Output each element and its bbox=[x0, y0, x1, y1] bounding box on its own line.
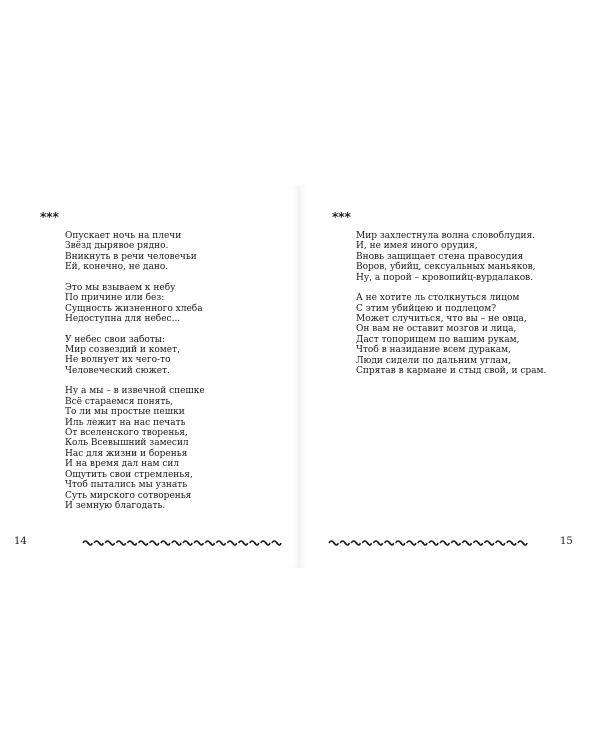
poem-line: У небес свои заботы: bbox=[65, 334, 166, 345]
ornament-dot bbox=[187, 542, 189, 544]
poem-line: Иль лежит на нас печать bbox=[65, 417, 186, 428]
poem-line: Человеческий сюжет. bbox=[65, 365, 170, 376]
poem-line: От вселенского творенья, bbox=[65, 428, 188, 439]
poem-line: Воров, убийц, сексуальных маньяков, bbox=[356, 262, 536, 273]
poem-line: Коль Всевышний замесил bbox=[65, 438, 189, 449]
poem-line: Недоступна для небес... bbox=[65, 314, 181, 325]
poem-line: Мир захлестнула волна словоблудия. bbox=[356, 231, 536, 241]
ornament-dot bbox=[522, 542, 524, 544]
poem-line: Всё стараемся понять, bbox=[65, 396, 174, 407]
poem-line: Мир созвездий и комет, bbox=[65, 345, 180, 356]
right-page bbox=[300, 186, 600, 568]
poem-line: Люди сидели по дальним углам, bbox=[356, 355, 511, 366]
ornament-dot bbox=[489, 542, 491, 544]
ornament-dot bbox=[500, 542, 502, 544]
section-asterisks: *** bbox=[332, 210, 351, 224]
ornament-dot bbox=[265, 542, 267, 544]
ornament-dot bbox=[232, 542, 234, 544]
stanza bbox=[356, 293, 546, 376]
poem-line: Ну, а порой – кровопийц-вурдалаков. bbox=[356, 272, 534, 283]
section-asterisks: *** bbox=[40, 210, 59, 224]
stanza bbox=[65, 231, 205, 273]
ornament-dot bbox=[243, 542, 245, 544]
stanza bbox=[65, 283, 205, 325]
ornament-dot bbox=[87, 542, 89, 544]
poem-line: Это мы взываем к небу bbox=[65, 282, 176, 293]
poem-line: Чтоб в назидание всем дуракам, bbox=[356, 345, 512, 356]
ornament-dot bbox=[400, 542, 402, 544]
ornament-dot bbox=[143, 542, 145, 544]
stanza bbox=[356, 231, 546, 283]
ornament-dot bbox=[109, 542, 111, 544]
poem-line: Не волнует их чего-то bbox=[65, 355, 171, 366]
poem-line: То ли мы простые пешки bbox=[65, 407, 185, 418]
poem-line: Может случиться, что вы – не овца, bbox=[356, 314, 527, 325]
ornament-dot bbox=[220, 542, 222, 544]
ornament-dot bbox=[444, 542, 446, 544]
ornament-dot bbox=[154, 542, 156, 544]
poem-line: А не хотите ль столкнуться лицом bbox=[356, 293, 520, 304]
ornament-dot bbox=[378, 542, 380, 544]
ornament-dot bbox=[355, 542, 357, 544]
ornament-dot bbox=[411, 542, 413, 544]
ornament-dot bbox=[333, 542, 335, 544]
ornament-divider bbox=[328, 538, 528, 548]
ornament-dot bbox=[466, 542, 468, 544]
ornament-dot bbox=[209, 542, 211, 544]
ornament-dot bbox=[389, 542, 391, 544]
poem-line: Суть мирского сотворенья bbox=[65, 490, 192, 501]
left-page bbox=[0, 186, 300, 568]
poem-line: Ну а мы – в извечной спешке bbox=[65, 386, 205, 397]
ornament-dot bbox=[165, 542, 167, 544]
poem-line: Ощутить свои стремленья, bbox=[65, 469, 193, 480]
book-spread bbox=[0, 186, 600, 568]
poem-line: И, не имея иного орудия, bbox=[356, 241, 478, 252]
poem-line: Ей, конечно, не дано. bbox=[65, 262, 169, 273]
poem-line: Он вам не оставит мозгов и лица, bbox=[356, 324, 517, 335]
poem-line: И на время дал нам сил bbox=[65, 459, 180, 470]
ornament-dot bbox=[198, 542, 200, 544]
ornament-dot bbox=[366, 542, 368, 544]
poem-line: Чтоб пытались мы узнать bbox=[65, 480, 188, 491]
stanza bbox=[65, 386, 205, 511]
page-number: 15 bbox=[560, 536, 573, 547]
poem-line: Даст топорищем по вашим рукам, bbox=[356, 334, 520, 345]
ornament-dot bbox=[478, 542, 480, 544]
ornament-dot bbox=[455, 542, 457, 544]
poem-line: Вникнуть в речи человечьи bbox=[65, 251, 197, 262]
poem-line: Звёзд дырявое рядно. bbox=[65, 241, 169, 252]
ornament-dot bbox=[98, 542, 100, 544]
poem-text bbox=[65, 231, 205, 522]
ornament-dot bbox=[422, 542, 424, 544]
ornament-dot bbox=[120, 542, 122, 544]
poem-line: Сущность жизненного хлеба bbox=[65, 303, 203, 314]
ornament-divider bbox=[82, 538, 282, 548]
stanza bbox=[65, 335, 205, 377]
ornament-dot bbox=[511, 542, 513, 544]
poem-line: С этим убийцею и подлецом? bbox=[356, 303, 497, 314]
ornament-dot bbox=[276, 542, 278, 544]
ornament-dot bbox=[132, 542, 134, 544]
poem-line: Опускает ночь на плечи bbox=[65, 231, 182, 241]
poem-text bbox=[356, 231, 546, 387]
ornament-dot bbox=[176, 542, 178, 544]
poem-line: Вновь защищает стена правосудия bbox=[356, 251, 524, 262]
ornament-dot bbox=[344, 542, 346, 544]
page-number: 14 bbox=[14, 536, 27, 547]
ornament-dot bbox=[254, 542, 256, 544]
poem-line: По причине или без: bbox=[65, 293, 165, 304]
ornament-dot bbox=[433, 542, 435, 544]
poem-line: Нас для жизни и боренья bbox=[65, 448, 188, 459]
poem-line: Спрятав в кармане и стыд свой, и срам. bbox=[356, 366, 547, 377]
poem-line: И земную благодать. bbox=[65, 500, 166, 511]
